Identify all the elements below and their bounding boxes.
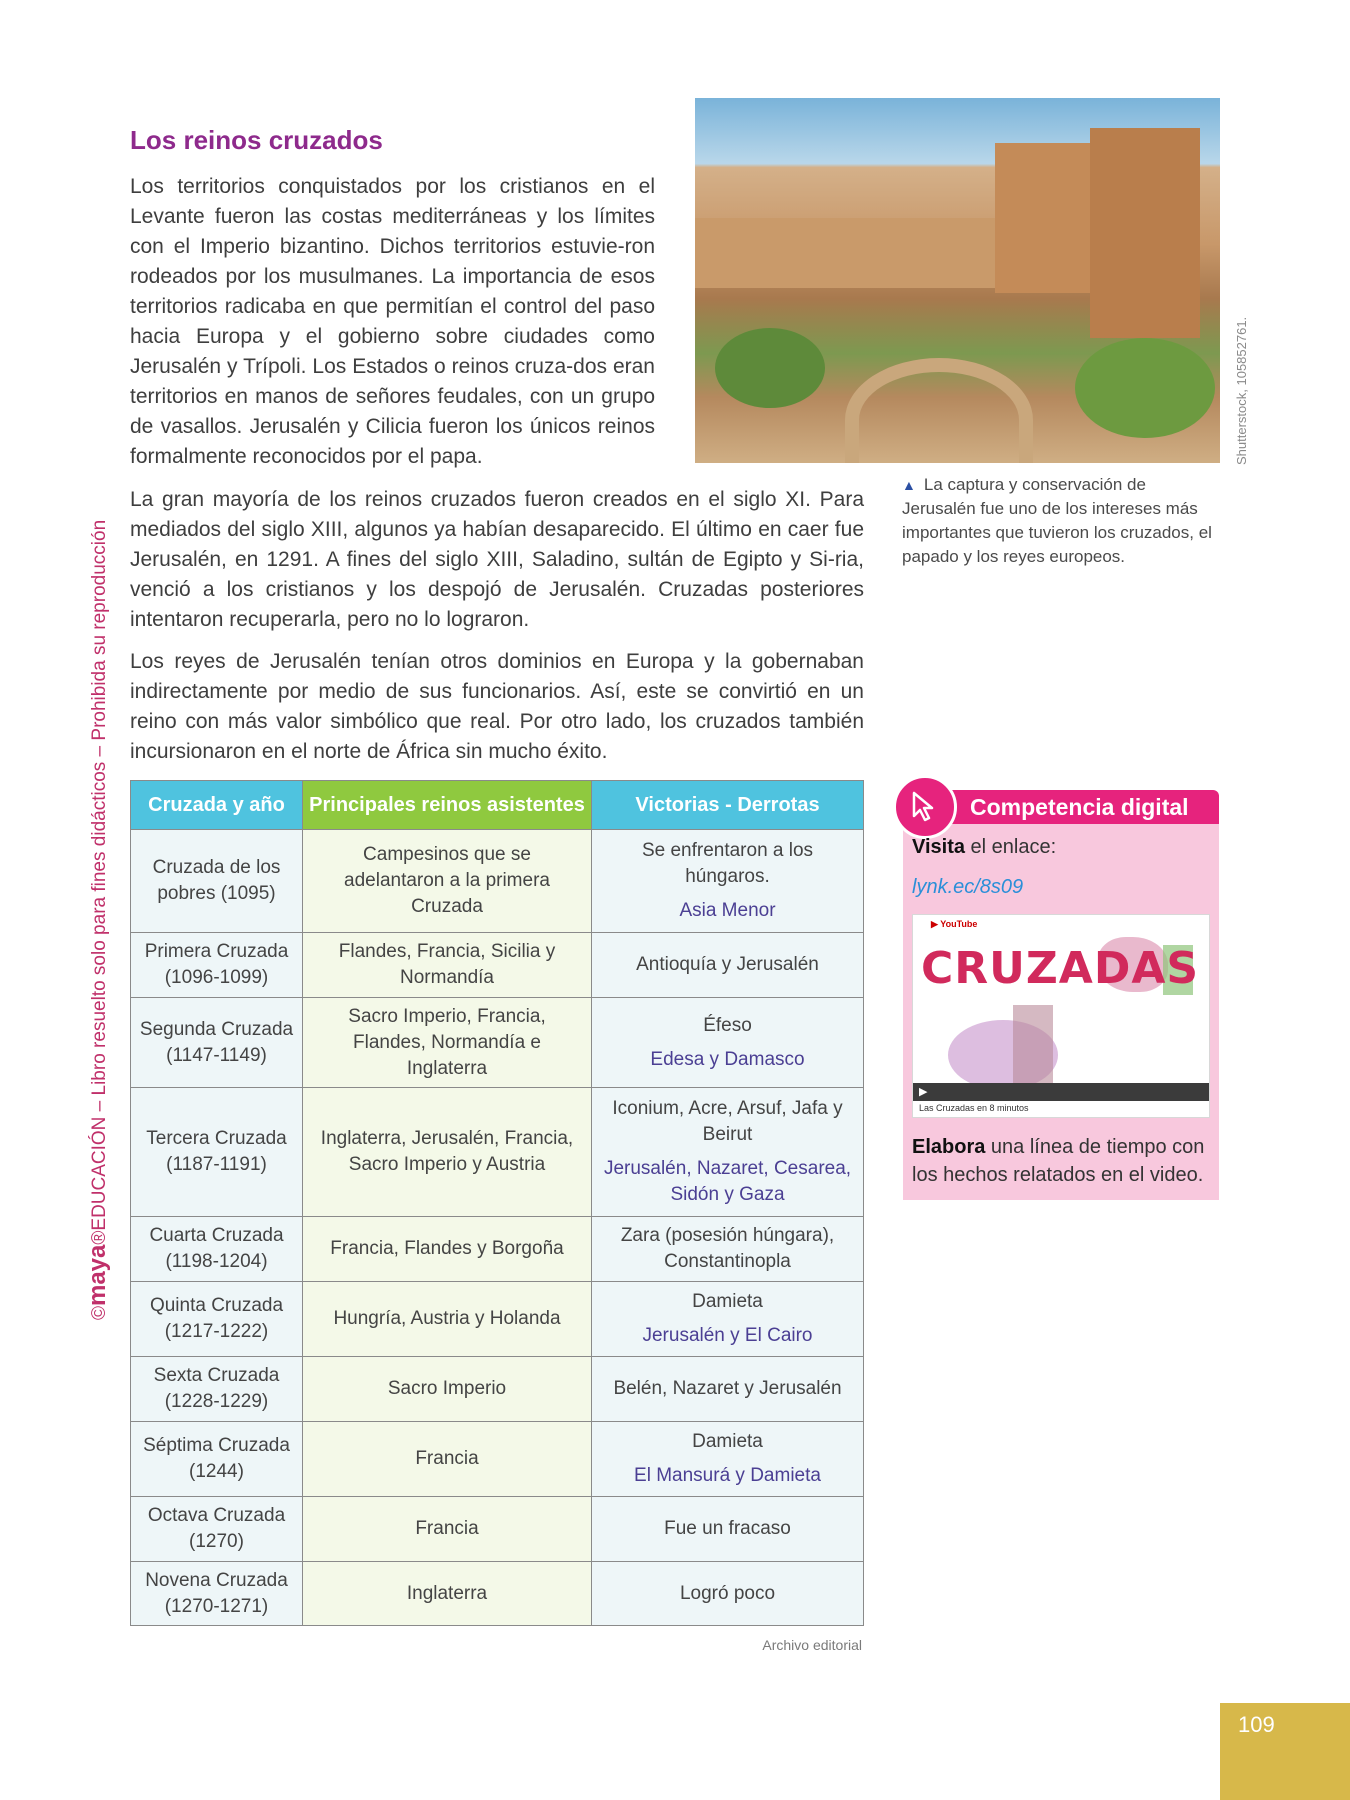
thumbnail-title: CRUZADAS [921,943,1200,994]
cursor-arrow-icon [910,790,940,822]
cell-derrotas: Edesa y Damasco [650,1048,805,1070]
side-brand: maya [84,1244,111,1306]
cell-cruzada: Octava Cruzada (1270) [131,1497,303,1562]
paragraph-1: Los territorios conquistados por los cristianos en el Levante fueron las costas mediterráneas y los límites con el Imperio bizantino. Dichos territorios estuvie-ron rodeados por los musulmanes. La importancia de esos territorios radicaba en que permitían el control del paso hacia Europa y el gobierno sobre ciudades como Jerusalén y Trípoli. Los Estados o reinos cruza-dos eran territorios en manos de señores feudales, con un grupo de vasallos. Jerusalén y Cilicia fueron los únicos reinos formalmente reconocidos por el papa. [130,175,655,468]
make-bold: Elabora [912,1136,986,1158]
photo-trees-right [1075,338,1215,438]
table-row [131,1282,864,1357]
cell-cruzada: Primera Cruzada (1096-1099) [131,933,303,998]
cell-results [592,1217,864,1282]
cell-reinos: Francia [303,1497,592,1562]
table-row [131,1217,864,1282]
cell-victorias: Se enfrentaron a los húngaros. [641,840,814,887]
cursor-click-icon [893,775,957,839]
cell-results [592,1422,864,1497]
visit-bold: Visita [912,836,965,858]
cell-reinos: Sacro Imperio [303,1357,592,1422]
cell-victorias: Damieta [692,1291,763,1312]
cell-derrotas: Asia Menor [679,900,776,921]
photo-tower-main [1090,128,1200,338]
cell-results [592,830,864,933]
cell-victorias: Zara (posesión húngara), Constantinopla [620,1225,835,1272]
table-row [131,998,864,1088]
header-reinos: Principales reinos asistentes [303,781,592,830]
cell-victorias: Antioquía y Jerusalén [636,954,819,975]
side-copyright-label [78,480,118,1320]
photo-tower [995,143,1090,293]
cell-cruzada: Novena Cruzada (1270-1271) [131,1562,303,1626]
photo-caption [902,473,1220,569]
cell-cruzada: Cruzada de los pobres (1095) [131,830,303,933]
cell-reinos: Francia, Flandes y Borgoña [303,1217,592,1282]
header-cruzada: Cruzada y año [131,781,303,830]
table-row [131,830,864,933]
cell-results [592,1497,864,1562]
cell-victorias: Fue un fracaso [664,1518,791,1539]
competencia-link[interactable]: lynk.ec/8s09 [912,876,1024,898]
cell-victorias: Éfeso [703,1014,752,1036]
cell-reinos: Hungría, Austria y Holanda [303,1282,592,1357]
side-copyright-symbol: © [89,1306,110,1320]
cell-results [592,933,864,998]
cell-cruzada: Cuarta Cruzada (1198-1204) [131,1217,303,1282]
photo-caption-text: La captura y conservación de Jerusalén fue uno de los intereses más importantes que tuvieron los cruzados, el papado y los reyes europeos. [902,475,1212,566]
cell-cruzada: Tercera Cruzada (1187-1191) [131,1088,303,1217]
table-row [131,1562,864,1626]
video-controls-bar[interactable] [913,1083,1209,1101]
cell-reinos: Flandes, Francia, Sicilia y Normandía [303,933,592,998]
paragraph-3: Los reyes de Jerusalén tenían otros dominios en Europa y la gobernaban indirectamente por medio de sus funcionarios. Así, este se convirtió en un reino con más valor simbólico que real. Por otro lado, los cruzados también incursionaron en el norte de África sin mucho éxito. [130,650,864,763]
photo-trees [715,328,825,408]
table-credit: Archivo editorial [762,1637,862,1653]
cell-reinos: Sacro Imperio, Francia, Flandes, Normandía e Inglaterra [303,998,592,1088]
cell-cruzada: Segunda Cruzada (1147-1149) [131,998,303,1088]
triangle-up-icon: ▲ [902,477,916,493]
cell-derrotas: El Mansurá y Damieta [634,1465,821,1486]
page-number: 109 [1238,1712,1275,1737]
cell-results [592,1282,864,1357]
cell-results [592,1357,864,1422]
cell-reinos: Inglaterra [303,1562,592,1626]
cell-derrotas: Jerusalén y El Cairo [642,1325,813,1346]
photo-arch-ruin [845,358,1033,463]
paragraph-2: La gran mayoría de los reinos cruzados fueron creados en el siglo XI. Para mediados del siglo XIII, algunos ya habían desaparecido. El último en caer fue Jerusalén, en 1291. A fines del siglo XIII, Saladino, sultán de Egipto y Si-ria, venció a los cristianos y los despojó de Jerusalén. Cruzadas posteriores intentaron recuperarla, pero no lo lograron. [130,488,864,631]
cell-cruzada: Séptima Cruzada (1244) [131,1422,303,1497]
table-row [131,1088,864,1217]
crusades-table [130,780,864,1626]
cell-results [592,1088,864,1217]
table-row [131,933,864,998]
photo-credit: Shutterstock, 105852761. [1234,316,1249,465]
competencia-digital-title: Competencia digital [970,794,1189,820]
section-title: Los reinos cruzados [130,125,383,155]
competencia-visit-text [912,836,1056,859]
cell-reinos: Francia [303,1422,592,1497]
cell-reinos: Campesinos que se adelantaron a la primera Cruzada [303,830,592,933]
table-header-row [131,781,864,830]
table-row [131,1357,864,1422]
cell-victorias: Belén, Nazaret y Jerusalén [613,1378,842,1399]
cell-victorias: Damieta [692,1431,763,1452]
cell-cruzada: Sexta Cruzada (1228-1229) [131,1357,303,1422]
jerusalem-citadel-photo [695,98,1220,463]
video-thumbnail[interactable] [912,914,1210,1118]
table-row [131,1497,864,1562]
cell-results [592,998,864,1088]
play-icon[interactable]: ▶ [919,1086,928,1098]
cell-victorias: Iconium, Acre, Arsuf, Jafa y Beirut [612,1098,843,1145]
cell-cruzada: Quinta Cruzada (1217-1222) [131,1282,303,1357]
youtube-logo-icon: ▶ YouTube [931,919,978,929]
competencia-task-text [912,1133,1212,1189]
photo-wall [695,218,995,288]
cell-reinos: Inglaterra, Jerusalén, Francia, Sacro Imperio y Austria [303,1088,592,1217]
header-victorias: Victorias - Derrotas [592,781,864,830]
cell-results [592,1562,864,1626]
make-rest: una línea de tiempo con los hechos relatados en el video. [912,1136,1205,1186]
thumbnail-caption: Las Cruzadas en 8 minutos [919,1103,1029,1113]
visit-rest: el enlace: [965,836,1057,858]
table-row [131,1422,864,1497]
cell-derrotas: Jerusalén, Nazaret, Cesarea, Sidón y Gaza [603,1158,852,1205]
thumbnail-drawing-person [1013,1005,1053,1085]
cell-victorias: Logró poco [679,1582,776,1604]
side-label-text: ®EDUCACIÓN – Libro resuelto solo para fines didácticos – Prohibida su reproducción [89,519,110,1245]
